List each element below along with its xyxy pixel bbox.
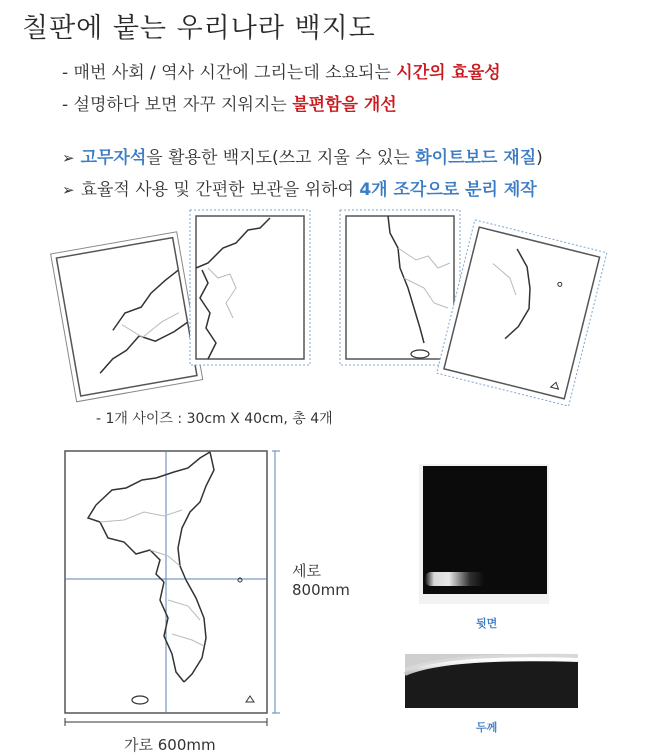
thickness-caption: 두께 <box>476 721 498 734</box>
size-note: - 1개 사이즈 : 30cm X 40cm, 총 4개 <box>96 411 333 427</box>
back-side-caption: 뒷면 <box>476 617 498 630</box>
full-korea-map <box>64 450 269 715</box>
arrow-bullet-icon: ➢ <box>62 181 75 199</box>
back-side-photo <box>419 464 549 604</box>
problem-text: - 매번 사회 / 역사 시간에 그리는데 소요되는 <box>62 63 397 83</box>
height-label-value: 800mm <box>292 581 350 599</box>
feature-highlight: 고무자석 <box>80 148 147 168</box>
page-title: 칠판에 붙는 우리나라 백지도 <box>22 13 376 44</box>
feature-text: 을 활용한 백지도(쓰고 지울 수 있는 <box>146 148 416 168</box>
feature-highlight: 4개 조각으로 분리 제작 <box>359 180 537 200</box>
problem-highlight: 시간의 효율성 <box>396 63 501 83</box>
map-piece-north-east <box>188 208 313 368</box>
height-label-title: 세로 <box>292 562 321 580</box>
width-dimension-bracket <box>64 718 269 728</box>
feature-item-pieces <box>62 175 537 200</box>
map-piece-south-east <box>432 212 612 412</box>
problem-highlight: 불편함을 개선 <box>292 95 397 115</box>
feature-item-magnet <box>62 143 543 168</box>
problem-item-time <box>62 58 501 83</box>
height-label <box>292 562 350 600</box>
feature-text: 효율적 사용 및 간편한 보관을 위하여 <box>80 180 360 200</box>
height-dimension-bracket <box>272 450 286 715</box>
problem-text: - 설명하다 보면 자꾸 지워지는 <box>62 95 293 115</box>
map-piece-north-west <box>50 228 200 398</box>
width-label: 가로 600mm <box>124 736 216 754</box>
arrow-bullet-icon: ➢ <box>62 149 75 167</box>
thickness-photo <box>405 654 578 708</box>
feature-text-suffix: ) <box>536 148 543 168</box>
problem-item-erase <box>62 90 397 115</box>
feature-highlight-material: 화이트보드 재질 <box>415 148 537 168</box>
